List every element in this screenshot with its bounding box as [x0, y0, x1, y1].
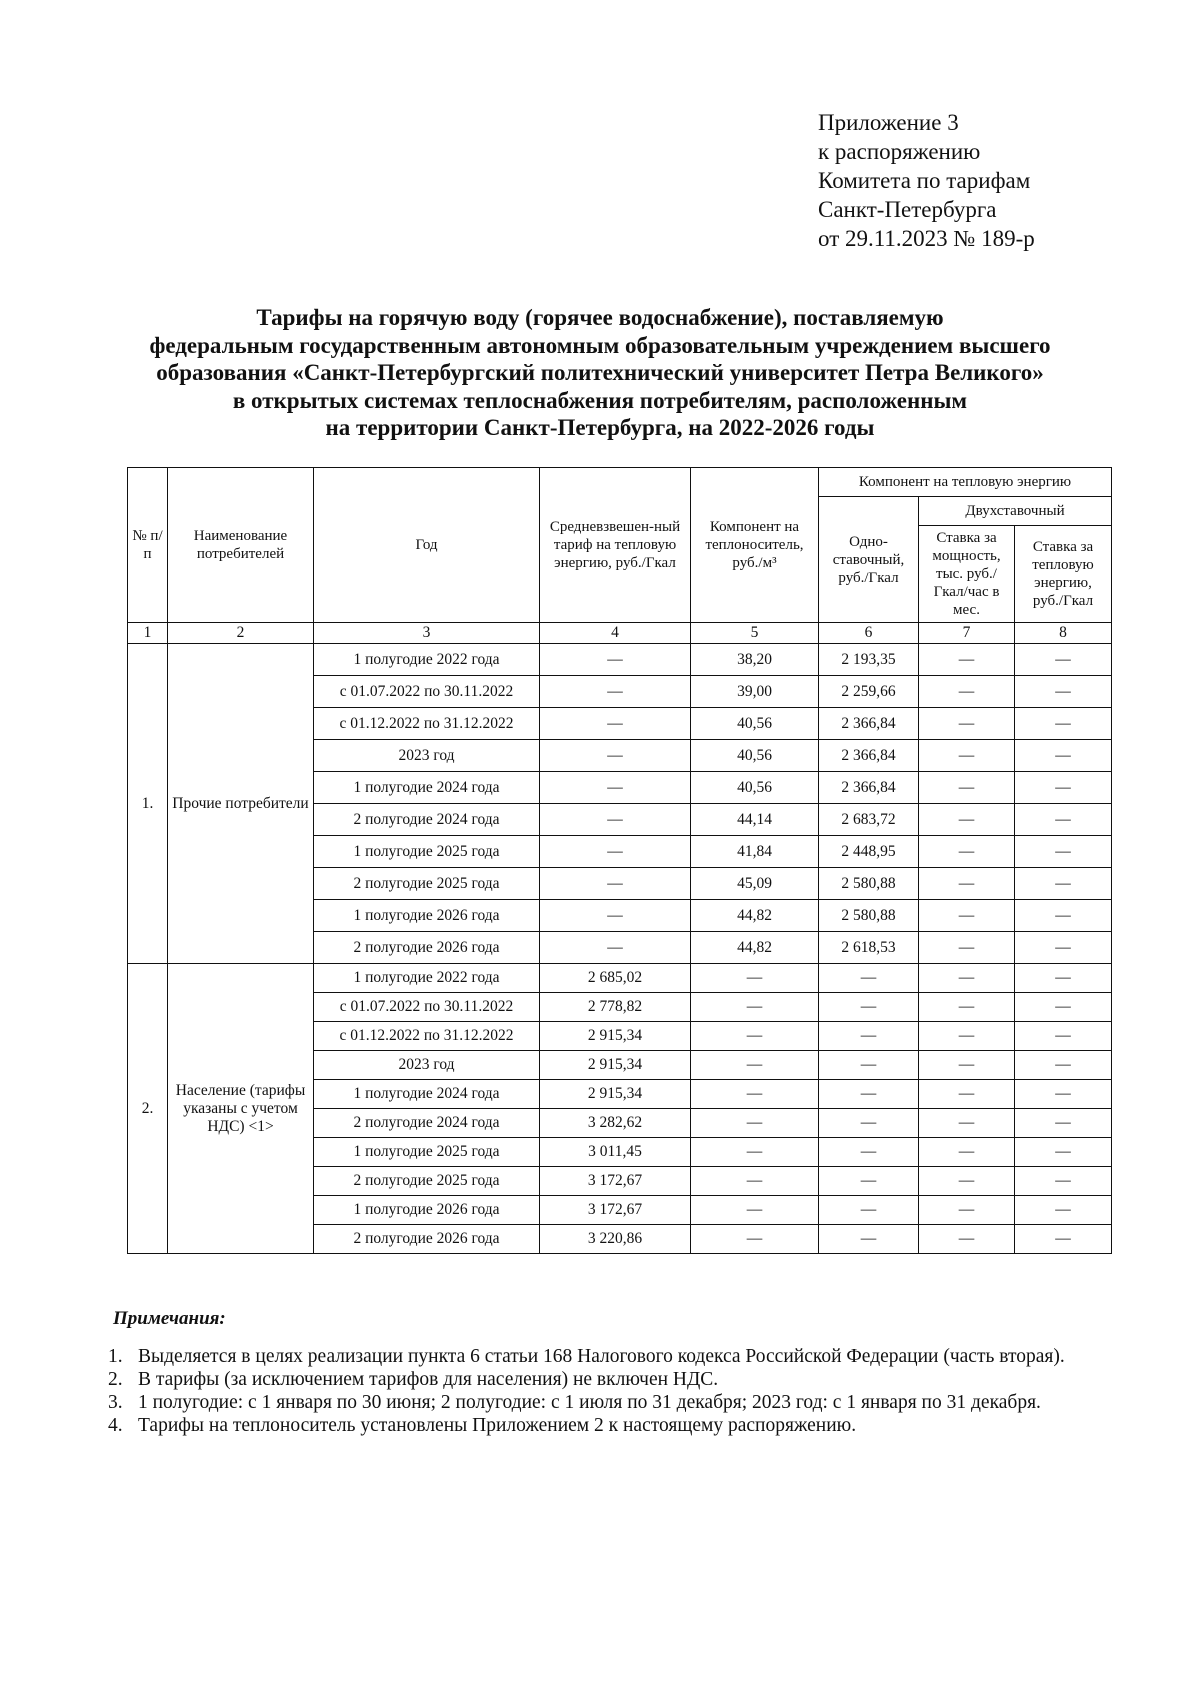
capacity-rate-cell: —	[919, 964, 1015, 993]
single-rate-cell: 2 580,88	[819, 900, 919, 932]
weighted-tariff-cell: —	[540, 932, 691, 964]
capacity-rate-cell: —	[919, 1167, 1015, 1196]
capacity-rate-cell: —	[919, 740, 1015, 772]
note-text: 1 полугодие: с 1 января по 30 июня; 2 полугодие: с 1 июля по 31 декабря; 2023 год: с 1 января по 31 декабря.	[138, 1392, 1041, 1413]
header-single-rate: Одно-ставочный, руб./Гкал	[819, 497, 919, 623]
capacity-rate-cell: —	[919, 676, 1015, 708]
single-rate-cell: —	[819, 1022, 919, 1051]
period-cell: с 01.12.2022 по 31.12.2022	[314, 708, 540, 740]
energy-rate-cell: —	[1015, 1167, 1112, 1196]
consumer-group-name: Прочие потребители	[168, 644, 314, 964]
appendix-line: Комитета по тарифам	[818, 168, 1031, 193]
period-cell: 2 полугодие 2025 года	[314, 868, 540, 900]
single-rate-cell: 2 448,95	[819, 836, 919, 868]
weighted-tariff-cell: —	[540, 868, 691, 900]
column-number: 6	[819, 623, 919, 644]
capacity-rate-cell: —	[919, 644, 1015, 676]
carrier-component-cell: —	[691, 993, 819, 1022]
period-cell: 1 полугодие 2024 года	[314, 772, 540, 804]
single-rate-cell: 2 366,84	[819, 772, 919, 804]
header-num: № п/п	[128, 468, 168, 623]
note-number: 3.	[108, 1392, 123, 1413]
carrier-component-cell: 40,56	[691, 772, 819, 804]
note-text: Выделяется в целях реализации пункта 6 статьи 168 Налогового кодекса Российской Федерации (часть вторая).	[138, 1346, 1065, 1367]
single-rate-cell: —	[819, 1051, 919, 1080]
weighted-tariff-cell: 2 685,02	[540, 964, 691, 993]
energy-rate-cell: —	[1015, 1109, 1112, 1138]
capacity-rate-cell: —	[919, 1138, 1015, 1167]
energy-rate-cell: —	[1015, 740, 1112, 772]
weighted-tariff-cell: 2 915,34	[540, 1080, 691, 1109]
note-text: В тарифы (за исключением тарифов для населения) не включен НДС.	[138, 1369, 719, 1390]
single-rate-cell: —	[819, 1167, 919, 1196]
appendix-line: Приложение 3	[818, 110, 959, 135]
single-rate-cell: 2 366,84	[819, 708, 919, 740]
single-rate-cell: 2 683,72	[819, 804, 919, 836]
consumer-group-name: Население (тарифы указаны с учетом НДС) <1>	[168, 964, 314, 1254]
appendix-line: к распоряжению	[818, 139, 981, 164]
capacity-rate-cell: —	[919, 1080, 1015, 1109]
note-item	[108, 1414, 1128, 1437]
single-rate-cell: —	[819, 1080, 919, 1109]
weighted-tariff-cell: 2 915,34	[540, 1051, 691, 1080]
period-cell: 2023 год	[314, 1051, 540, 1080]
weighted-tariff-cell: 2 778,82	[540, 993, 691, 1022]
energy-rate-cell: —	[1015, 868, 1112, 900]
carrier-component-cell: —	[691, 1225, 819, 1254]
carrier-component-cell: —	[691, 1051, 819, 1080]
weighted-tariff-cell: 3 011,45	[540, 1138, 691, 1167]
capacity-rate-cell: —	[919, 993, 1015, 1022]
carrier-component-cell: 40,56	[691, 740, 819, 772]
capacity-rate-cell: —	[919, 1109, 1015, 1138]
period-cell: 2 полугодие 2024 года	[314, 804, 540, 836]
energy-rate-cell: —	[1015, 708, 1112, 740]
single-rate-cell: —	[819, 964, 919, 993]
group-number: 2.	[128, 964, 168, 1254]
capacity-rate-cell: —	[919, 836, 1015, 868]
note-number: 1.	[108, 1346, 123, 1367]
single-rate-cell: 2 618,53	[819, 932, 919, 964]
single-rate-cell: —	[819, 1109, 919, 1138]
capacity-rate-cell: —	[919, 708, 1015, 740]
energy-rate-cell: —	[1015, 676, 1112, 708]
energy-rate-cell: —	[1015, 993, 1112, 1022]
energy-rate-cell: —	[1015, 836, 1112, 868]
single-rate-cell: 2 259,66	[819, 676, 919, 708]
weighted-tariff-cell: —	[540, 644, 691, 676]
carrier-component-cell: —	[691, 1167, 819, 1196]
period-cell: 2 полугодие 2026 года	[314, 1225, 540, 1254]
energy-rate-cell: —	[1015, 1225, 1112, 1254]
period-cell: 2 полугодие 2024 года	[314, 1109, 540, 1138]
energy-rate-cell: —	[1015, 772, 1112, 804]
weighted-tariff-cell: —	[540, 740, 691, 772]
notes-title: Примечания:	[113, 1308, 226, 1329]
weighted-tariff-cell: 3 172,67	[540, 1196, 691, 1225]
period-cell: 2023 год	[314, 740, 540, 772]
capacity-rate-cell: —	[919, 1022, 1015, 1051]
column-number: 8	[1015, 623, 1112, 644]
carrier-component-cell: 44,82	[691, 900, 819, 932]
header-heat-component: Компонент на тепловую энергию	[819, 468, 1112, 497]
period-cell: 1 полугодие 2022 года	[314, 644, 540, 676]
header-consumers: Наименование потребителей	[168, 468, 314, 623]
period-cell: 2 полугодие 2025 года	[314, 1167, 540, 1196]
energy-rate-cell: —	[1015, 964, 1112, 993]
column-number: 4	[540, 623, 691, 644]
table-row	[128, 644, 1112, 676]
carrier-component-cell: 45,09	[691, 868, 819, 900]
weighted-tariff-cell: 3 282,62	[540, 1109, 691, 1138]
title-line: на территории Санкт-Петербурга, на 2022-2026 годы	[325, 415, 875, 440]
capacity-rate-cell: —	[919, 772, 1015, 804]
energy-rate-cell: —	[1015, 1022, 1112, 1051]
carrier-component-cell: —	[691, 1196, 819, 1225]
weighted-tariff-cell: 3 220,86	[540, 1225, 691, 1254]
period-cell: 1 полугодие 2025 года	[314, 836, 540, 868]
capacity-rate-cell: —	[919, 1225, 1015, 1254]
energy-rate-cell: —	[1015, 1051, 1112, 1080]
note-number: 2.	[108, 1369, 123, 1390]
appendix-line: Санкт-Петербурга	[818, 197, 997, 222]
energy-rate-cell: —	[1015, 932, 1112, 964]
note-number: 4.	[108, 1415, 123, 1436]
carrier-component-cell: —	[691, 1109, 819, 1138]
single-rate-cell: 2 366,84	[819, 740, 919, 772]
title-line: федеральным государственным автономным образовательным учреждением высшего	[149, 332, 1051, 358]
column-number: 3	[314, 623, 540, 644]
header-two-rate: Двухставочный	[919, 497, 1112, 526]
header-carrier-component: Компонент на теплоноситель, руб./м³	[691, 468, 819, 623]
period-cell: 2 полугодие 2026 года	[314, 932, 540, 964]
single-rate-cell: —	[819, 993, 919, 1022]
carrier-component-cell: 44,14	[691, 804, 819, 836]
period-cell: 1 полугодие 2024 года	[314, 1080, 540, 1109]
capacity-rate-cell: —	[919, 1051, 1015, 1080]
note-item	[108, 1391, 1128, 1414]
energy-rate-cell: —	[1015, 1080, 1112, 1109]
period-cell: 1 полугодие 2025 года	[314, 1138, 540, 1167]
single-rate-cell: 2 580,88	[819, 868, 919, 900]
carrier-component-cell: 44,82	[691, 932, 819, 964]
period-cell: с 01.07.2022 по 30.11.2022	[314, 993, 540, 1022]
carrier-component-cell: —	[691, 1022, 819, 1051]
energy-rate-cell: —	[1015, 1138, 1112, 1167]
notes-list	[108, 1345, 1128, 1437]
capacity-rate-cell: —	[919, 1196, 1015, 1225]
header-energy-rate: Ставка за тепловую энергию, руб./Гкал	[1015, 526, 1112, 623]
single-rate-cell: 2 193,35	[819, 644, 919, 676]
carrier-component-cell: 41,84	[691, 836, 819, 868]
period-cell: 1 полугодие 2026 года	[314, 1196, 540, 1225]
weighted-tariff-cell: 2 915,34	[540, 1022, 691, 1051]
period-cell: 1 полугодие 2026 года	[314, 900, 540, 932]
appendix-block	[818, 108, 1035, 253]
title-line: образования «Санкт-Петербургский политехнический университет Петра Великого»	[156, 360, 1044, 385]
carrier-component-cell: —	[691, 1138, 819, 1167]
single-rate-cell: —	[819, 1225, 919, 1254]
energy-rate-cell: —	[1015, 804, 1112, 836]
header-year: Год	[314, 468, 540, 623]
table-row	[128, 964, 1112, 993]
column-number: 5	[691, 623, 819, 644]
group-number: 1.	[128, 644, 168, 964]
title-line: Тарифы на горячую воду (горячее водоснабжение), поставляемую	[256, 305, 944, 330]
title-line: в открытых системах теплоснабжения потребителям, расположенным	[232, 387, 968, 413]
single-rate-cell: —	[819, 1196, 919, 1225]
energy-rate-cell: —	[1015, 644, 1112, 676]
tariffs-table	[127, 467, 1112, 1254]
weighted-tariff-cell: —	[540, 676, 691, 708]
document-title	[100, 304, 1100, 442]
appendix-line: от 29.11.2023 № 189-р	[818, 226, 1035, 251]
capacity-rate-cell: —	[919, 868, 1015, 900]
carrier-component-cell: 40,56	[691, 708, 819, 740]
note-item	[108, 1345, 1128, 1368]
note-text: Тарифы на теплоноситель установлены Приложением 2 к настоящему распоряжению.	[138, 1415, 857, 1436]
period-cell: 1 полугодие 2022 года	[314, 964, 540, 993]
capacity-rate-cell: —	[919, 932, 1015, 964]
weighted-tariff-cell: —	[540, 804, 691, 836]
note-item	[108, 1368, 1128, 1391]
weighted-tariff-cell: —	[540, 900, 691, 932]
energy-rate-cell: —	[1015, 900, 1112, 932]
carrier-component-cell: 39,00	[691, 676, 819, 708]
column-number: 1	[128, 623, 168, 644]
single-rate-cell: —	[819, 1138, 919, 1167]
period-cell: с 01.07.2022 по 30.11.2022	[314, 676, 540, 708]
carrier-component-cell: —	[691, 1080, 819, 1109]
column-number: 2	[168, 623, 314, 644]
column-number: 7	[919, 623, 1015, 644]
weighted-tariff-cell: —	[540, 708, 691, 740]
capacity-rate-cell: —	[919, 900, 1015, 932]
weighted-tariff-cell: —	[540, 772, 691, 804]
weighted-tariff-cell: 3 172,67	[540, 1167, 691, 1196]
period-cell: с 01.12.2022 по 31.12.2022	[314, 1022, 540, 1051]
header-capacity-rate: Ставка за мощность, тыс. руб./Гкал/час в мес.	[919, 526, 1015, 623]
energy-rate-cell: —	[1015, 1196, 1112, 1225]
capacity-rate-cell: —	[919, 804, 1015, 836]
carrier-component-cell: 38,20	[691, 644, 819, 676]
header-weighted-tariff: Средневзвешен-ный тариф на тепловую энергию, руб./Гкал	[540, 468, 691, 623]
carrier-component-cell: —	[691, 964, 819, 993]
weighted-tariff-cell: —	[540, 836, 691, 868]
